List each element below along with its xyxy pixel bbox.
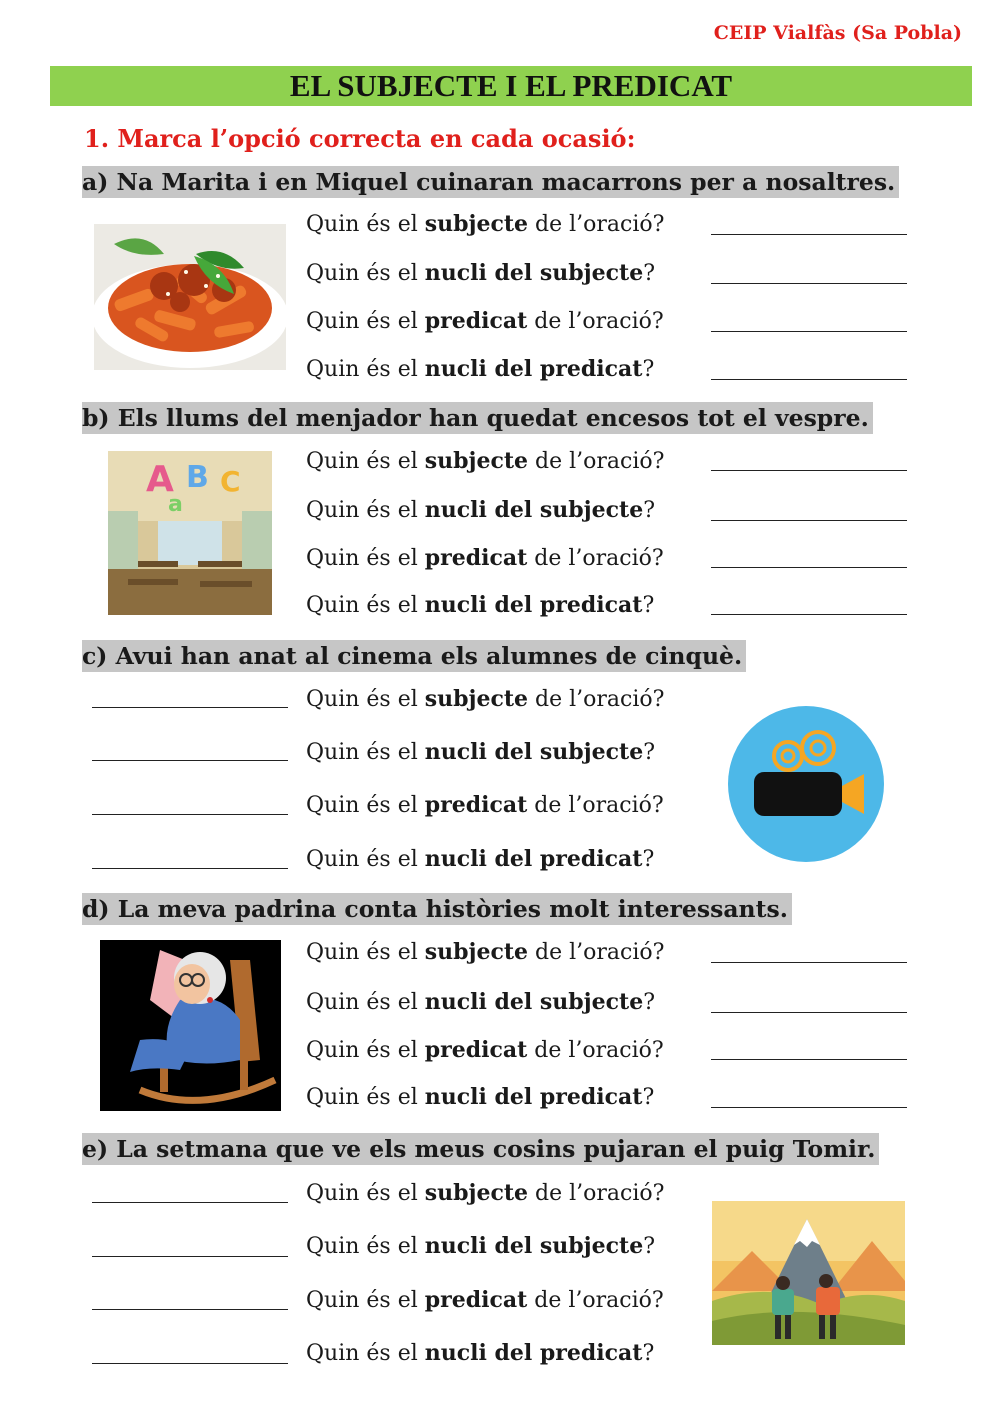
question-subject-c: Quin és el subjecte de l’oració? bbox=[306, 686, 665, 712]
svg-text:C: C bbox=[220, 465, 241, 498]
answer-line-e3[interactable] bbox=[92, 1309, 288, 1310]
question-predicate-nucleus-b: Quin és el nucli del predicat? bbox=[306, 592, 655, 618]
question-predicate-a: Quin és el predicat de l’oració? bbox=[306, 308, 664, 334]
answer-line-c4[interactable] bbox=[92, 868, 288, 869]
question-predicate-d: Quin és el predicat de l’oració? bbox=[306, 1037, 664, 1063]
question-subject-nucleus-a: Quin és el nucli del subjecte? bbox=[306, 260, 655, 286]
instruction: 1. Marca l’opció correcta en cada ocasió: bbox=[84, 124, 636, 153]
question-predicate-b: Quin és el predicat de l’oració? bbox=[306, 545, 664, 571]
page-title: EL SUBJECTE I EL PREDICAT bbox=[50, 66, 972, 106]
question-predicate-nucleus-a: Quin és el nucli del predicat? bbox=[306, 356, 655, 382]
grandmother-rocking-chair-image bbox=[100, 940, 281, 1111]
answer-line-e1[interactable] bbox=[92, 1202, 288, 1203]
dining-room-image bbox=[108, 451, 272, 615]
question-subject-nucleus-c: Quin és el nucli del subjecte? bbox=[306, 739, 655, 765]
question-predicate-nucleus-d: Quin és el nucli del predicat? bbox=[306, 1084, 655, 1110]
school-name: CEIP Vialfàs (Sa Pobla) bbox=[713, 22, 962, 44]
answer-line-d4[interactable] bbox=[711, 1107, 907, 1108]
hikers-mountain-image bbox=[712, 1201, 905, 1345]
svg-text:B: B bbox=[186, 460, 209, 495]
sentence-b: b) Els llums del menjador han quedat encesos tot el vespre. bbox=[82, 402, 873, 434]
answer-line-c3[interactable] bbox=[92, 814, 288, 815]
question-subject-e: Quin és el subjecte de l’oració? bbox=[306, 1180, 665, 1206]
sentence-d: d) La meva padrina conta històries molt interessants. bbox=[82, 893, 792, 925]
answer-line-e4[interactable] bbox=[92, 1363, 288, 1364]
question-predicate-e: Quin és el predicat de l’oració? bbox=[306, 1287, 664, 1313]
question-subject-nucleus-e: Quin és el nucli del subjecte? bbox=[306, 1233, 655, 1259]
answer-line-e2[interactable] bbox=[92, 1256, 288, 1257]
svg-text:a: a bbox=[168, 492, 183, 517]
answer-line-c1[interactable] bbox=[92, 707, 288, 708]
question-predicate-nucleus-e: Quin és el nucli del predicat? bbox=[306, 1340, 655, 1366]
answer-line-b3[interactable] bbox=[711, 567, 907, 568]
answer-line-c2[interactable] bbox=[92, 760, 288, 761]
pasta-image bbox=[94, 224, 286, 370]
video-camera-icon bbox=[728, 706, 884, 862]
answer-line-b4[interactable] bbox=[711, 614, 907, 615]
answer-line-d2[interactable] bbox=[711, 1012, 907, 1013]
answer-line-a4[interactable] bbox=[711, 379, 907, 380]
answer-line-b1[interactable] bbox=[711, 470, 907, 471]
question-subject-d: Quin és el subjecte de l’oració? bbox=[306, 939, 665, 965]
sentence-a: a) Na Marita i en Miquel cuinaran macarrons per a nosaltres. bbox=[82, 166, 899, 198]
question-subject-nucleus-b: Quin és el nucli del subjecte? bbox=[306, 497, 655, 523]
question-predicate-nucleus-c: Quin és el nucli del predicat? bbox=[306, 846, 655, 872]
svg-text:A: A bbox=[146, 459, 174, 500]
answer-line-a3[interactable] bbox=[711, 331, 907, 332]
sentence-e: e) La setmana que ve els meus cosins pujaran el puig Tomir. bbox=[82, 1133, 879, 1165]
answer-line-d1[interactable] bbox=[711, 962, 907, 963]
question-subject-b: Quin és el subjecte de l’oració? bbox=[306, 448, 665, 474]
question-subject-nucleus-d: Quin és el nucli del subjecte? bbox=[306, 989, 655, 1015]
answer-line-a1[interactable] bbox=[711, 234, 907, 235]
answer-line-a2[interactable] bbox=[711, 283, 907, 284]
sentence-c: c) Avui han anat al cinema els alumnes de cinquè. bbox=[82, 640, 746, 672]
answer-line-d3[interactable] bbox=[711, 1059, 907, 1060]
question-subject-a: Quin és el subjecte de l’oració? bbox=[306, 211, 665, 237]
question-predicate-c: Quin és el predicat de l’oració? bbox=[306, 792, 664, 818]
answer-line-b2[interactable] bbox=[711, 520, 907, 521]
